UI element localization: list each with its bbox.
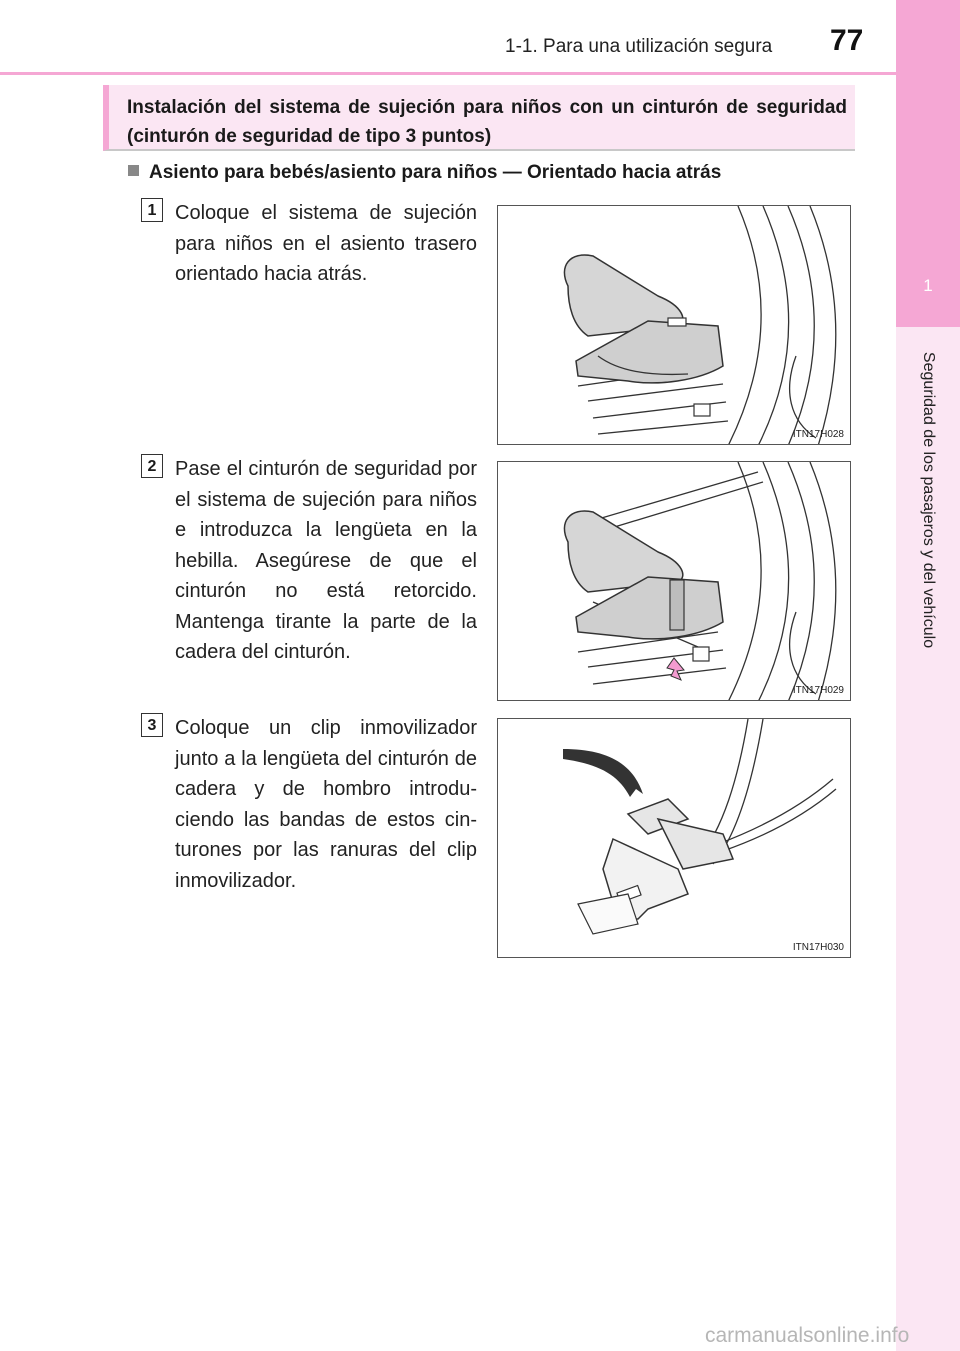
step-number-3: 3 [141, 713, 163, 737]
figure-code-3: ITN17H030 [792, 942, 844, 953]
step-number-2: 2 [141, 454, 163, 478]
chapter-number: 1 [923, 276, 933, 295]
bullet-square-icon [128, 165, 139, 176]
section-title: Instalación del sistema de sujeción para niños con un cinturón de seguridad (cinturón de seguridad de tipo 3 puntos) [127, 97, 847, 147]
header-rule [0, 72, 896, 75]
subheading [128, 162, 721, 184]
figure-locking-clip [497, 718, 851, 958]
figure-belt-routing [497, 461, 851, 701]
figure-rear-facing-seat [497, 205, 851, 445]
child-seat-illustration-1 [498, 206, 851, 445]
chapter-title: Seguridad de los pasajeros y del vehículo [920, 351, 937, 649]
watermark: carmanualsonline.info [705, 1324, 910, 1347]
step-text-3: Coloque un clip inmovilizador junto a la lengüeta del cinturón de cadera y de hombro introdu-ciendo las bandas de estos cin-turones por las ranuras del clip inmovilizador. [175, 717, 477, 892]
section-title-box [103, 85, 855, 151]
figure-code-2: ITN17H029 [792, 685, 844, 696]
step-text-2: Pase el cinturón de seguridad por el sistema de sujeción para niños e introduzca la lengüeta en la hebilla. Asegúrese de que el cinturón no está retorcido. Mantenga tirante la parte de la cadera del cinturón. [175, 458, 477, 663]
child-seat-illustration-2 [498, 462, 851, 701]
step-number-1: 1 [141, 198, 163, 222]
section-label: 1-1. Para una utilización segura [505, 36, 773, 57]
figure-code-1: ITN17H028 [792, 429, 844, 440]
subheading-text: Asiento para bebés/asiento para niños — Orientado hacia atrás [149, 162, 722, 183]
step-text-1: Coloque el sistema de sujeción para niños en el asiento trasero orientado hacia atrás. [175, 202, 477, 285]
locking-clip-illustration [498, 719, 851, 958]
page-number: 77 [830, 24, 864, 57]
